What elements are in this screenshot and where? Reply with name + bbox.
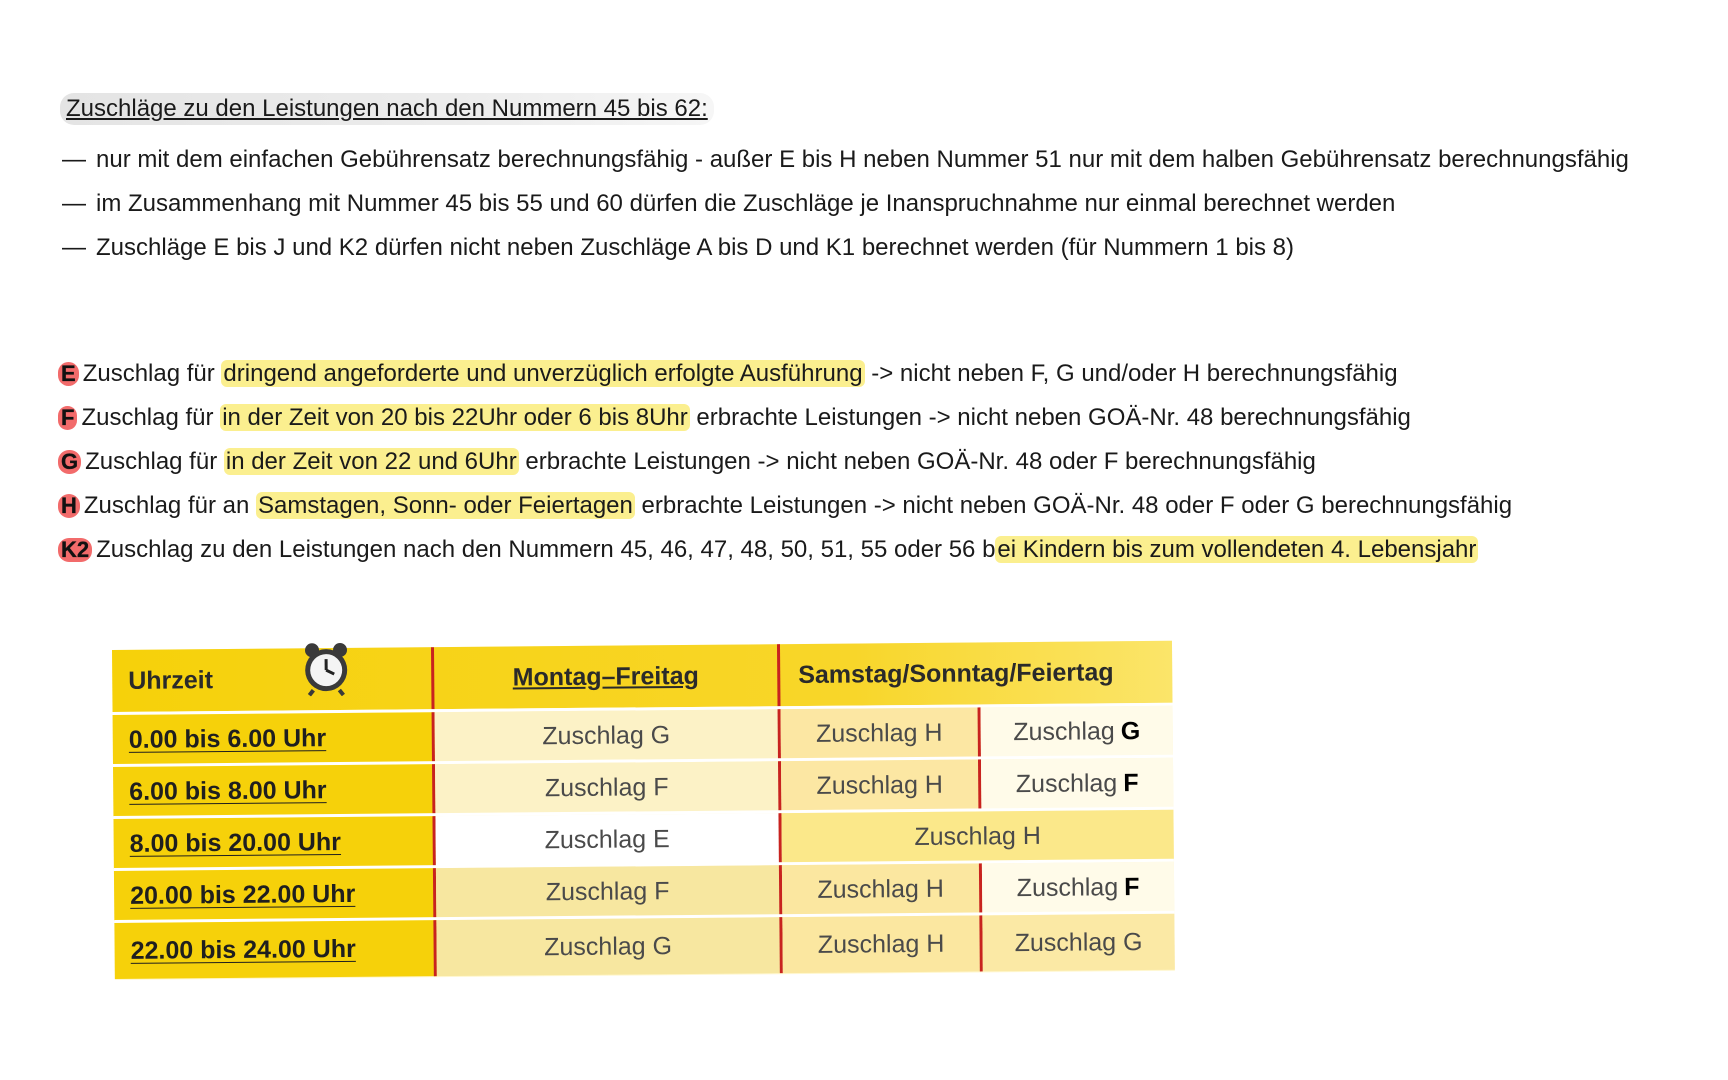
dash-marker: — xyxy=(62,146,86,173)
time-label: 8.00 bis 20.00 Uhr xyxy=(129,827,342,858)
highlighted-text: in der Zeit von 22 und 6Uhr xyxy=(225,448,517,475)
surcharge-item-f xyxy=(58,396,1698,440)
dash-marker: — xyxy=(62,190,86,217)
time-label: 6.00 bis 8.00 Uhr xyxy=(129,775,327,806)
surcharge-item-h xyxy=(58,484,1698,528)
sunday-cell xyxy=(982,862,1174,914)
header-time xyxy=(112,647,435,712)
surcharge-item-e xyxy=(58,352,1698,396)
highlighted-text: Samstagen, Sonn- oder Feiertagen xyxy=(257,492,633,519)
table-row xyxy=(114,911,1174,979)
header-weekend: Samstag/Sonntag/Feiertag xyxy=(798,657,1114,689)
sunday-cell xyxy=(981,758,1173,810)
surcharge-timetable xyxy=(112,641,1175,980)
surcharge-text: Zuschlag für xyxy=(81,404,221,431)
saturday-cell: Zuschlag H xyxy=(782,863,982,915)
sunday-cell-letter: G xyxy=(1120,716,1141,745)
weekday-cell: Zuschlag G xyxy=(436,917,782,976)
time-cell xyxy=(114,920,436,979)
section-heading: Zuschläge zu den Leistungen nach den Nummern 45 bis 62: xyxy=(60,93,714,125)
weekday-cell: Zuschlag F xyxy=(435,761,781,814)
surcharge-letter: F xyxy=(58,406,77,430)
highlighted-text: in der Zeit von 20 bis 22Uhr oder 6 bis 8Uhr xyxy=(222,404,688,431)
rules-list xyxy=(60,138,1660,270)
sunday-cell-text: Zuschlag xyxy=(1016,872,1119,902)
surcharge-text: Zuschlag für an xyxy=(83,492,256,519)
sunday-cell xyxy=(981,706,1173,758)
surcharge-letter: G xyxy=(58,450,81,474)
surcharge-item-g xyxy=(58,440,1698,484)
weekday-cell: Zuschlag F xyxy=(436,865,782,918)
header-weekday: Montag–Freitag xyxy=(434,644,781,709)
surcharge-item-k2 xyxy=(58,528,1698,572)
surcharge-letter: H xyxy=(58,494,80,518)
time-cell xyxy=(113,816,435,869)
surcharge-text: erbrachte Leistungen -> nicht neben GOÄ-Nr. 48 oder F berechnungsfähig xyxy=(518,448,1316,475)
surcharge-letter: E xyxy=(58,362,79,386)
dash-marker: — xyxy=(62,234,86,261)
weekday-cell: Zuschlag G xyxy=(435,709,781,762)
rule-text: im Zusammenhang mit Nummer 45 bis 55 und 60 dürfen die Zuschläge je Inanspruchnahme nur einmal berechnet werden xyxy=(96,190,1396,217)
rule-text: Zuschläge E bis J und K2 dürfen nicht neben Zuschläge A bis D und K1 berechnet werden (für Nummern 1 bis 8) xyxy=(96,234,1295,261)
rule-item xyxy=(60,226,1660,270)
time-cell xyxy=(113,712,435,765)
surcharge-text: erbrachte Leistungen -> nicht neben GOÄ-Nr. 48 berechnungsfähig xyxy=(689,404,1411,431)
sunday-cell-letter: F xyxy=(1123,768,1139,797)
surcharge-text: Zuschlag für xyxy=(82,360,222,387)
alarm-clock-icon xyxy=(298,640,354,696)
highlighted-text: dringend angeforderte und unverzüglich erfolgte Ausführung xyxy=(223,360,863,387)
sunday-cell-text: Zuschlag xyxy=(1013,716,1115,746)
rule-item xyxy=(60,182,1660,226)
surcharge-letter: K2 xyxy=(58,538,92,562)
time-label: 22.00 bis 24.00 Uhr xyxy=(130,934,356,965)
rule-text: nur mit dem einfachen Gebührensatz berechnungsfähig - außer E bis H neben Nummer 51 nur mit dem halben Gebührensatz berechnungsfähig xyxy=(96,146,1629,173)
highlighted-text: ei Kindern bis zum vollendeten 4. Lebensjahr xyxy=(997,536,1477,563)
surcharge-text: Zuschlag für xyxy=(85,448,224,475)
saturday-cell: Zuschlag H xyxy=(781,759,981,811)
rule-item xyxy=(60,138,1660,182)
surcharge-text: erbrachte Leistungen -> nicht neben GOÄ-Nr. 48 oder F oder G berechnungsfähig xyxy=(634,492,1513,519)
time-label: 20.00 bis 22.00 Uhr xyxy=(130,879,356,910)
saturday-cell: Zuschlag H xyxy=(781,707,981,759)
time-cell xyxy=(113,764,435,817)
sunday-cell-text: Zuschlag xyxy=(1015,768,1118,798)
table-header-row xyxy=(112,641,1173,712)
time-cell xyxy=(114,868,436,921)
surcharge-list xyxy=(58,352,1698,572)
time-label: 0.00 bis 6.00 Uhr xyxy=(128,723,327,754)
weekday-cell: Zuschlag E xyxy=(435,813,781,866)
sunday-cell: Zuschlag G xyxy=(982,914,1174,972)
header-time-label: Uhrzeit xyxy=(128,665,214,695)
surcharge-text: Zuschlag zu den Leistungen nach den Nummern 45, 46, 47, 48, 50, 51, 55 oder 56 b xyxy=(96,536,996,563)
saturday-cell: Zuschlag H xyxy=(782,915,982,973)
surcharge-text: -> nicht neben F, G und/oder H berechnungsfähig xyxy=(864,360,1398,387)
sunday-cell-letter: F xyxy=(1124,872,1140,901)
weekend-merged-cell: Zuschlag H xyxy=(781,810,1173,863)
